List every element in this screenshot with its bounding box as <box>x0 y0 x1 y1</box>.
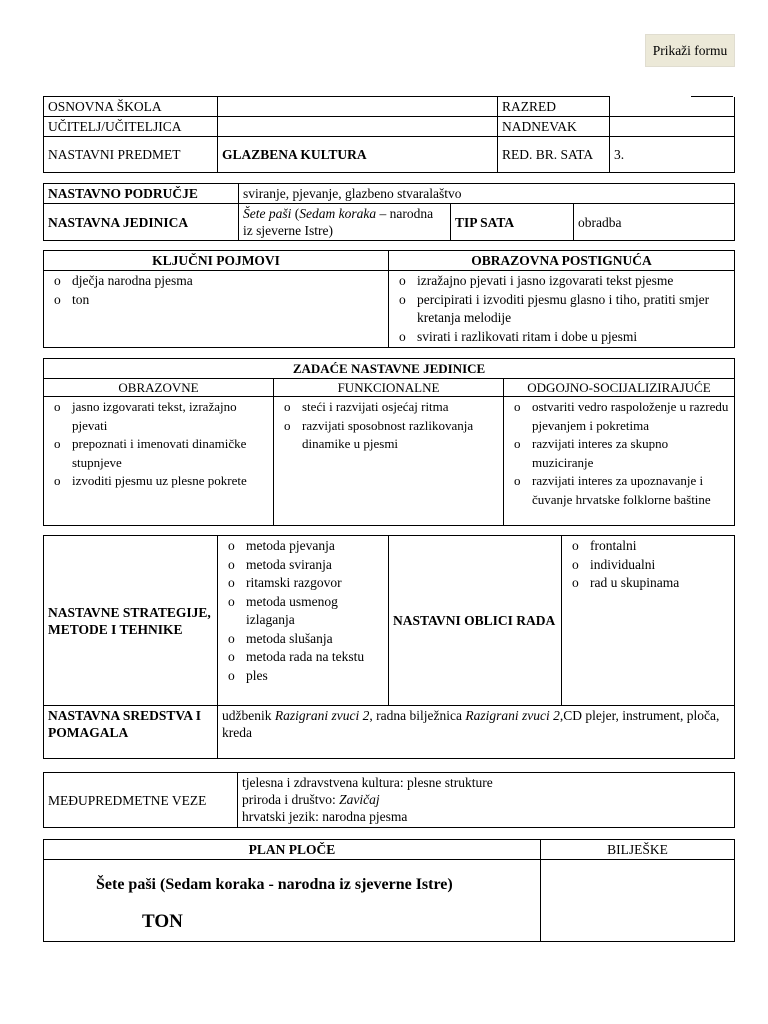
list-item: o ostvariti vedro raspoloženje u razredu pjevanjem i pokretima <box>508 398 730 435</box>
date-label: NADNEVAK <box>498 117 610 137</box>
cross-line1: tjelesna i zdravstvena kultura: plesne strukture <box>242 775 493 790</box>
board-content <box>44 860 541 942</box>
cross-table <box>43 772 735 828</box>
area-label: NASTAVNO PODRUČJE <box>44 184 239 204</box>
cross-line2-italic: Zavičaj <box>339 792 380 807</box>
unit-title: Šete paši <box>243 206 292 221</box>
list-item: o razvijati interes za skupno muziciranje <box>508 435 730 472</box>
cross-line3: hrvatski jezik: narodna pjesma <box>242 809 408 824</box>
plan-header: PLAN PLOČE <box>44 840 541 860</box>
type-value: obradba <box>574 204 735 241</box>
methods-list <box>218 536 389 706</box>
list-item: o ton <box>48 291 384 310</box>
cross-line2-text: priroda i društvo: <box>242 792 340 807</box>
list-item: o steći i razvijati osjećaj ritma <box>278 398 499 417</box>
school-value[interactable] <box>218 97 498 117</box>
aids-book1: Razigrani zvuci 2 <box>274 708 370 723</box>
unit-paren: ( <box>291 206 300 221</box>
aids-label: NASTAVNA SREDSTVA I POMAGALA <box>44 706 218 759</box>
lesson-no-label: RED. BR. SATA <box>498 137 610 173</box>
grade-value[interactable] <box>610 97 735 117</box>
list-item: o jasno izgovarati tekst, izražajno pjevati <box>48 398 269 435</box>
list-item: o dječja narodna pjesma <box>48 272 384 291</box>
list-item: o izvoditi pjesmu uz plesne pokrete <box>48 472 269 491</box>
cross-label: MEĐUPREDMETNE VEZE <box>44 773 238 828</box>
outcomes-list <box>389 271 735 348</box>
aids-value <box>218 706 735 759</box>
outcomes-header: OBRAZOVNA POSTIGNUĆA <box>389 251 735 271</box>
list-item: o ples <box>222 667 384 686</box>
unit-value <box>239 204 451 241</box>
unit-table <box>43 183 735 241</box>
list-item: o ritamski razgovor <box>222 574 384 593</box>
grade-label: RAZRED <box>498 97 610 117</box>
list-item: o izražajno pjevati i jasno izgovarati tekst pjesme <box>393 272 730 291</box>
tasks-col2-header: FUNKCIONALNE <box>274 379 504 397</box>
key-concepts-list <box>44 271 389 348</box>
list-item: o individualni <box>566 556 730 575</box>
forms-label: NASTAVNI OBLICI RADA <box>389 536 562 706</box>
list-item: o metoda pjevanja <box>222 537 384 556</box>
date-value[interactable] <box>610 117 735 137</box>
subject-label: NASTAVNI PREDMET <box>44 137 218 173</box>
area-value: sviranje, pjevanje, glazbeno stvaralaštvo <box>239 184 735 204</box>
aids-part1: udžbenik <box>222 708 275 723</box>
strategies-label: NASTAVNE STRATEGIJE, METODE I TEHNIKE <box>44 536 218 706</box>
tasks-col3-header: ODGOJNO-SOCIJALIZIRAJUĆE <box>504 379 735 397</box>
tasks-col3-list <box>504 397 735 526</box>
notes-header: BILJEŠKE <box>541 840 735 860</box>
list-item: o metoda slušanja <box>222 630 384 649</box>
notes-content[interactable] <box>541 860 735 942</box>
methods-table <box>43 535 735 759</box>
list-item: o metoda usmenog izlaganja <box>222 593 384 630</box>
forms-list <box>562 536 735 706</box>
teacher-value[interactable] <box>218 117 498 137</box>
header-table <box>43 96 735 173</box>
school-label: OSNOVNA ŠKOLA <box>44 97 218 117</box>
teacher-label: UČITELJ/UČITELJICA <box>44 117 218 137</box>
lesson-no-value: 3. <box>610 137 735 173</box>
subject-value: GLAZBENA KULTURA <box>218 137 498 173</box>
list-item: o prepoznati i imenovati dinamičke stupnjeve <box>48 435 269 472</box>
list-item: o razvijati interes za upoznavanje i čuvanje hrvatske folklorne baštine <box>508 472 730 509</box>
tasks-col1-list <box>44 397 274 526</box>
unit-label: NASTAVNA JEDINICA <box>44 204 239 241</box>
board-title: Šete paši (Sedam koraka - narodna iz sjeverne Istre) <box>96 876 453 893</box>
tasks-col2-list <box>274 397 504 526</box>
board-ton: TON <box>142 911 183 932</box>
board-table <box>43 839 735 942</box>
tasks-table <box>43 358 735 526</box>
list-item: o svirati i razlikovati ritam i dobe u pjesmi <box>393 328 730 347</box>
list-item: o razvijati sposobnost razlikovanja dinamike u pjesmi <box>278 417 499 454</box>
cross-values <box>238 773 735 828</box>
tasks-title: ZADAĆE NASTAVNE JEDINICE <box>44 359 735 379</box>
unit-subtitle: Sedam koraka <box>299 206 377 221</box>
unit-rest: – narodna iz sjeverne Istre) <box>243 206 434 238</box>
list-item: o rad u skupinama <box>566 574 730 593</box>
show-form-button[interactable]: Prikaži formu <box>645 34 735 67</box>
aids-part3: ,CD plejer, instrument, ploča, kreda <box>222 708 720 740</box>
concepts-table <box>43 250 735 348</box>
aids-book2: Razigrani zvuci 2 <box>465 708 560 723</box>
list-item: o percipirati i izvoditi pjesmu glasno i tiho, pratiti smjer kretanja melodije <box>393 291 730 328</box>
type-label: TIP SATA <box>451 204 574 241</box>
aids-part2: , radna bilježnica <box>369 708 466 723</box>
tasks-col1-header: OBRAZOVNE <box>44 379 274 397</box>
key-concepts-header: KLJUČNI POJMOVI <box>44 251 389 271</box>
cross-line2 <box>242 791 730 808</box>
list-item: o frontalni <box>566 537 730 556</box>
list-item: o metoda sviranja <box>222 556 384 575</box>
list-item: o metoda rada na tekstu <box>222 648 384 667</box>
